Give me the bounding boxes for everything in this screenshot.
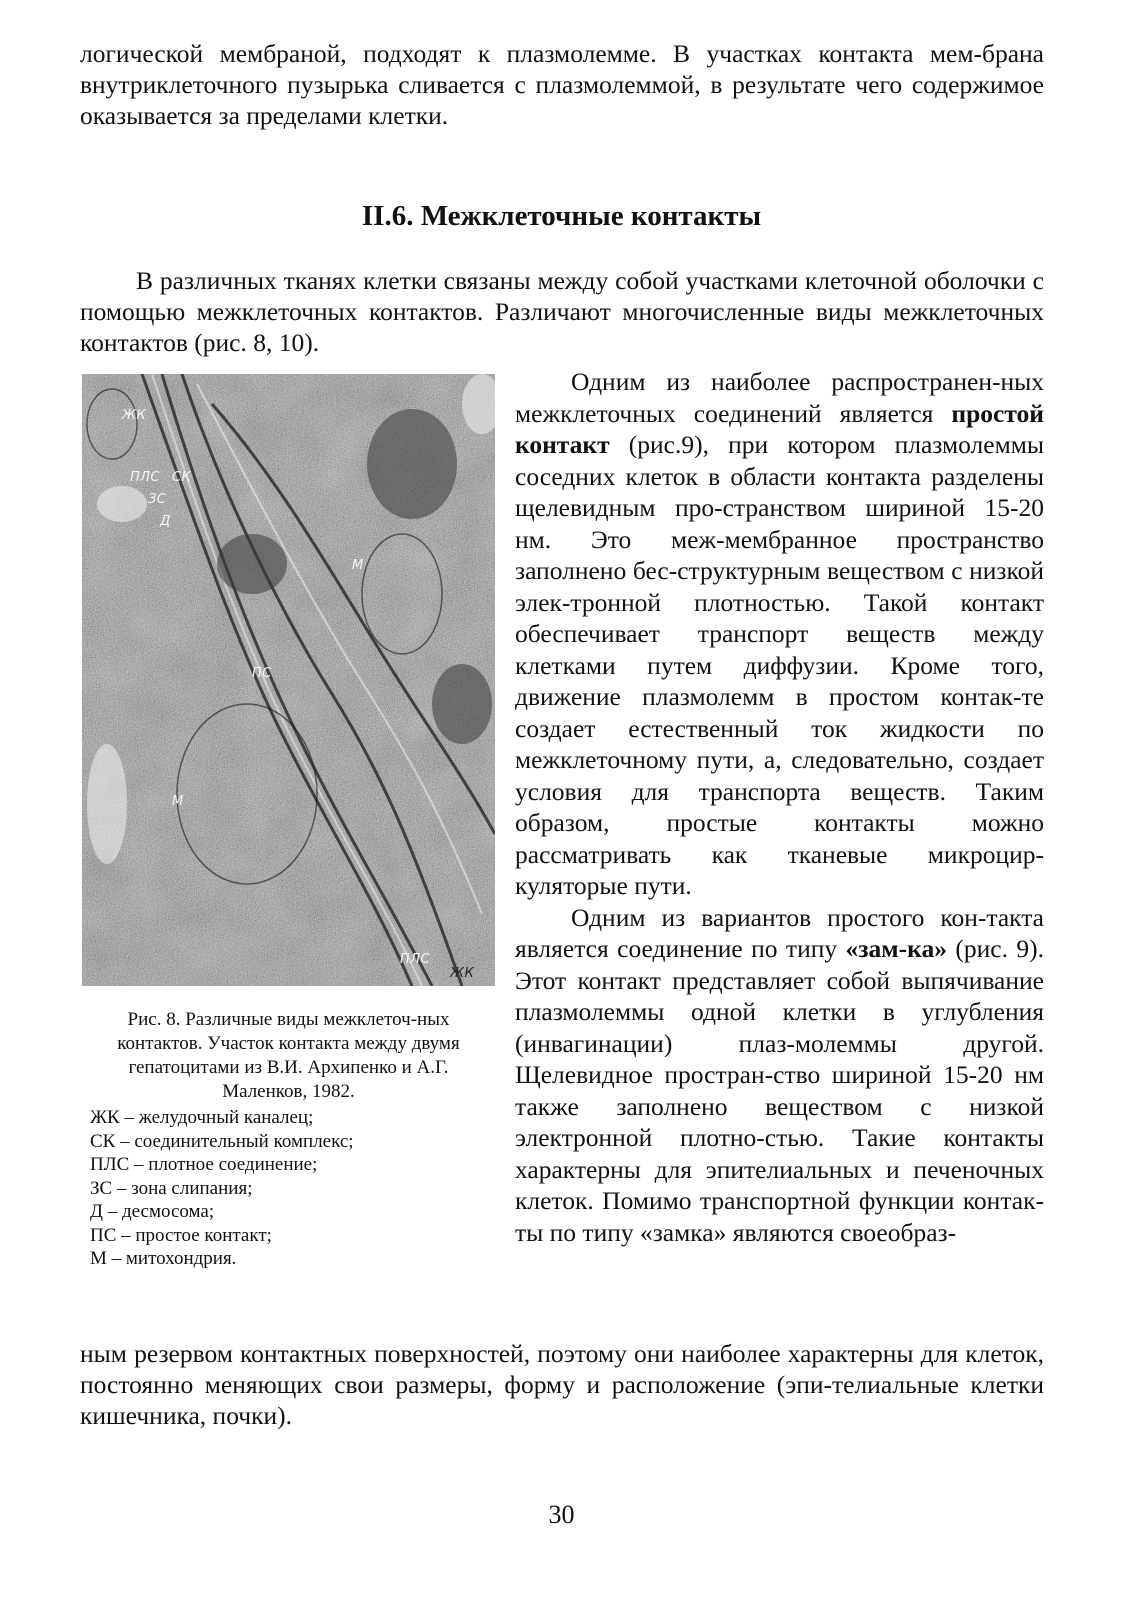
continuation-paragraph: ным резервом контактных поверхностей, поэтому они наиболее характерны для клеток, постоянно меняющих свои размеры, форму и расположение (эпи-телиальные клетки кишечника, почки). xyxy=(80,1339,1044,1430)
legend-item: ПЛС – плотное соединение; xyxy=(90,1154,318,1175)
label-sk: СК xyxy=(172,470,192,485)
label-zhk-bottom: ЖК xyxy=(450,966,475,981)
legend-item: ПС – простое контакт; xyxy=(90,1224,272,1246)
label-ps: ПС xyxy=(252,666,272,681)
text-run: Одним из наиболее распространен-ных межклеточных соединений является xyxy=(515,367,1044,428)
micrograph-figure xyxy=(82,374,495,986)
legend-item: Д – десмосома; xyxy=(90,1201,215,1222)
page-number: 30 xyxy=(548,1500,575,1529)
label-m-lower: М xyxy=(172,794,184,809)
figure-legend xyxy=(90,1106,495,1271)
text-run: Одним из вариантов простого кон-такта является соединение по типу xyxy=(515,902,1044,963)
caption-title: Рис. 8. Различные виды межклеточ-ных контактов. Участок контакта между двумя гепатоцитами из В.И. Архипенко и А.Г. Маленков, 1982. xyxy=(117,1009,460,1102)
label-d: Д xyxy=(160,514,171,529)
term-lock-contact: «зам-ка» xyxy=(845,934,947,963)
label-zhk-top: ЖК xyxy=(122,408,147,423)
figure-caption xyxy=(82,1008,495,1271)
label-pls-top: ПЛС xyxy=(130,470,161,485)
micrograph-image xyxy=(82,374,495,986)
body-paragraph-1: В различных тканях клетки связаны между собой участками клеточной оболочки с помощью межклеточных контактов. Различают многочисленные виды межклеточных контактов (рис. 8, 10). xyxy=(80,266,1044,357)
legend-item: СК – соединительный комплекс; xyxy=(90,1130,354,1152)
lock-contact-paragraph xyxy=(515,902,1044,1249)
intro-paragraph: логической мембраной, подходят к плазмолемме. В участках контакта мем-брана внутриклеточного пузырька сливается с плазмолеммой, в результате чего содержимое оказывается за пределами клетки. xyxy=(80,39,1044,130)
label-pls-bottom: ПЛС xyxy=(400,952,431,967)
label-m-upper: М xyxy=(352,558,364,573)
text-run: (рис. 9). Этот контакт представляет собой выпячивание плазмолеммы одной клетки в углубления (инвагинации) плаз-молеммы другой. Щелевидное простран-ство шириной 15-20 нм также заполнено веществом с низкой электронной плотно-стью. Такие контакты характерны для эпителиальных и печеночных клеток. Помимо транспортной функции контак-ты по типу «замка» являются своеобраз- xyxy=(515,934,1044,1247)
right-column-text xyxy=(515,366,1044,1248)
text-run: (рис.9), при котором плазмолеммы соседних клеток в области контакта разделены щелевидным про-странством шириной 15-20 нм. Это меж-мембранное пространство заполнено бес-структурным веществом с низкой элек-тронной плотностью. Такой контакт обеспечивает транспорт веществ между клетками путем диффузии. Кроме того, движение плазмолемм в простом контак-те создает естественный ток жидкости по межклеточному пути, а, следовательно, создает условия для транспорта веществ. Таким образом, простые контакты можно рассматривать как тканевые микроцир-куляторые пути. xyxy=(515,430,1044,900)
section-heading: II.6. Межклеточные контакты xyxy=(361,200,762,232)
legend-item: ЖК – желудочный каналец; xyxy=(90,1107,314,1128)
simple-contact-paragraph xyxy=(515,366,1044,902)
legend-item: М – митохондрия. xyxy=(90,1248,237,1269)
label-zs: ЗС xyxy=(148,492,167,507)
legend-item: ЗС – зона слипания; xyxy=(90,1177,253,1199)
term-simple-contact: простой контакт xyxy=(515,398,1044,459)
